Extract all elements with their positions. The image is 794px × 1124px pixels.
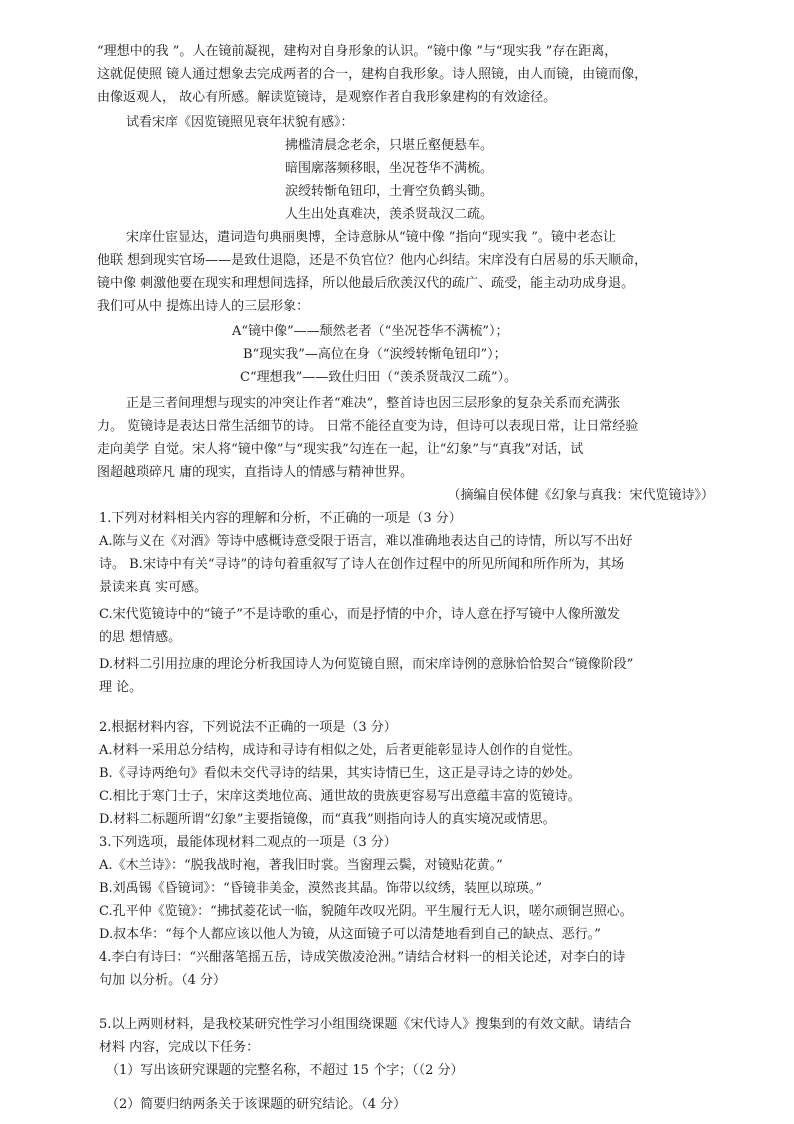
poem-line-2: 暗围廓落频移眼，坐况苍华不满梳。: [285, 161, 494, 176]
q1-line-4: 景读来真 实可感。: [99, 580, 208, 595]
q2-option-a: A.材料一采用总分结构，成诗和寻诗有相似之处，后者更能彰显诗人创作的自觉性。: [99, 743, 581, 758]
q3-option-d: D.叔本华：“每个人都应该以他人为镜，从这面镜子可以清楚地看到自己的缺点、恶行。”: [99, 927, 601, 942]
q2-option-c: C.相比于寒门士子，宋庠这类地位高、通世故的贵族更容易写出意蕴丰富的览镜诗。: [99, 789, 581, 804]
q1-line-8: 理 论。: [99, 680, 143, 695]
para2-line-2: 他联 想到现实官场——是致仕退隐，还是不负官位？他内心纠结。宋庠没有白居易的乐天顺命，: [97, 253, 648, 268]
q3-option-b: B.刘禹锡《昏镜词》：“昏镜非美金，漠然丧其晶。饰带以纹绣，装匣以琼瑛。”: [99, 881, 542, 896]
q1-line-5: C.宋代览镜诗中的“镜子”不是诗歌的重心，而是抒情的中介，诗人意在抒写镜中人像所激发: [99, 607, 620, 622]
q5-task-2: （2）简要归纳两条关于该课题的研究结论。（4 分）: [106, 1097, 407, 1112]
para2-line-1: 宋庠仕宦显达，遣词造句典丽奥博，全诗意脉从“镜中像 ”指向“现实我 ”。镜中老态让: [126, 230, 616, 245]
para3-line-1: 正是三者间理想与现实的冲突让作者“难决”，整首诗也因三层形象的复杂关系而充满张: [126, 396, 621, 411]
q5-line-2: 材料 内容，完成以下任务：: [99, 1040, 260, 1055]
q2-stem: 2.根据材料内容，下列说法不正确的一项是（3 分）: [99, 720, 397, 735]
para1-line-2: 这就促使照 镜人通过想象去完成两者的合一，建构自我形象。诗人照镜，由人而镜，由镜而像，: [97, 67, 648, 82]
para3-line-4: 图超越琐碎凡 庸的现实，直指诗人的情感与精神世界。: [97, 465, 414, 480]
option-a: A“镜中像”——颓然老者（“坐况苍华不满梳”）；: [232, 324, 509, 339]
q3-option-a: A.《木兰诗》：“脱我战时袍，著我旧时裳。当窗理云鬓，对镜贴花黄。”: [99, 858, 503, 873]
para3-line-3: 走向美学 自觉。宋人将“镜中像”与“现实我”勾连在一起，让“幻象”与“真我”对话，试: [97, 442, 584, 457]
poem-line-3: 涙绶转惭龟钮印，土膏空负鹤头锄。: [285, 184, 494, 199]
q4-line-2: 句加 以分析。（4 分）: [99, 973, 227, 988]
q1-line-7: D.材料二引用拉康的理论分析我国诗人为何览镜自照，而宋庠诗例的意脉恰恰契合“镜像阶段”: [99, 657, 634, 672]
q2-option-b: B.《寻诗两绝句》看似未交代寻诗的结果，其实诗情已生，这正是寻诗之诗的妙处。: [99, 766, 581, 781]
para2-line-4: 我们可从中 提炼出诗人的三层形象：: [97, 299, 310, 314]
option-c: C“理想我”——致仕归田（“羡杀贤哉汉二疏”）。: [240, 370, 518, 385]
q4-line-1: 4.李白有诗曰：“兴酣落笔摇五岳，诗成笑傲凌沧洲。”请结合材料一的相关论述，对李白的诗: [99, 950, 626, 965]
poem-intro: 试看宋庠《因览镜照见衰年状貌有感》：: [126, 115, 354, 130]
q2-option-d: D.材料二标题所谓“幻象”主要指镜像，而“真我”则指向诗人的真实境况或情思。: [99, 812, 556, 827]
q5-line-1: 5.以上两则材料，是我校某研究性学习小组围绕课题《宋代诗人》搜集到的有效文献。请结合: [99, 1017, 632, 1032]
para2-line-3: 镜中像 刺激他要在现实和理想间选择，所以他最后欣羡汉代的疏广、疏受，能主动功成身退。: [97, 276, 635, 291]
source-citation: （摘编自侯体健《幻象与真我：宋代览镜诗》）: [447, 488, 714, 503]
para3-line-2: 力。 览镜诗是表达日常生活细节的诗。 日常不能径直变为诗，但诗可以表现日常，让日常经验: [97, 419, 639, 434]
poem-line-1: 拂槛清晨念老余，只堪丘壑便悬车。: [285, 138, 494, 153]
option-b: B“现实我”—高位在身（“涙绶转惭龟钮印”）；: [243, 347, 507, 362]
para1-line-3: 由像返观人， 故心有所感。解读览镜诗，是观察作者自我形象建构的有效途径。: [97, 90, 557, 105]
q3-stem: 3.下列选项，最能体现材料二观点的一项是（3 分）: [99, 835, 397, 850]
q1-line-2: A.陈与义在《对酒》等诗中感概诗意受限于语言，难以准确地表达自己的诗情，所以写不出好: [99, 534, 633, 549]
q3-option-c: C.孔平仲《览镜》：“拂拭菱花试一临，貌随年改叹光阴。平生履行无人识，嗟尔顽铜岂照心。: [99, 904, 633, 919]
para1-line-1: “理想中的我 ”。人在镜前凝视，建构对自身形象的认识。“镜中像 ”与“现实我 ”存在距离，: [97, 44, 618, 59]
q1-stem: 1.下列对材料相关内容的理解和分析，不正确的一项是（3 分）: [99, 511, 462, 526]
poem-line-4: 人生出处真难决，羡杀贤哉汉二疏。: [285, 207, 494, 222]
q1-line-6: 的思 想情感。: [99, 630, 182, 645]
q5-task-1: （1）写出该研究课题的完整名称，不超过 15 个字；（（2 分）: [106, 1063, 464, 1078]
q1-line-3: 诗。 B.宋诗中有关“寻诗”的诗句着重叙写了诗人在创作过程中的所见所闻和所作所为，其场: [99, 557, 625, 572]
